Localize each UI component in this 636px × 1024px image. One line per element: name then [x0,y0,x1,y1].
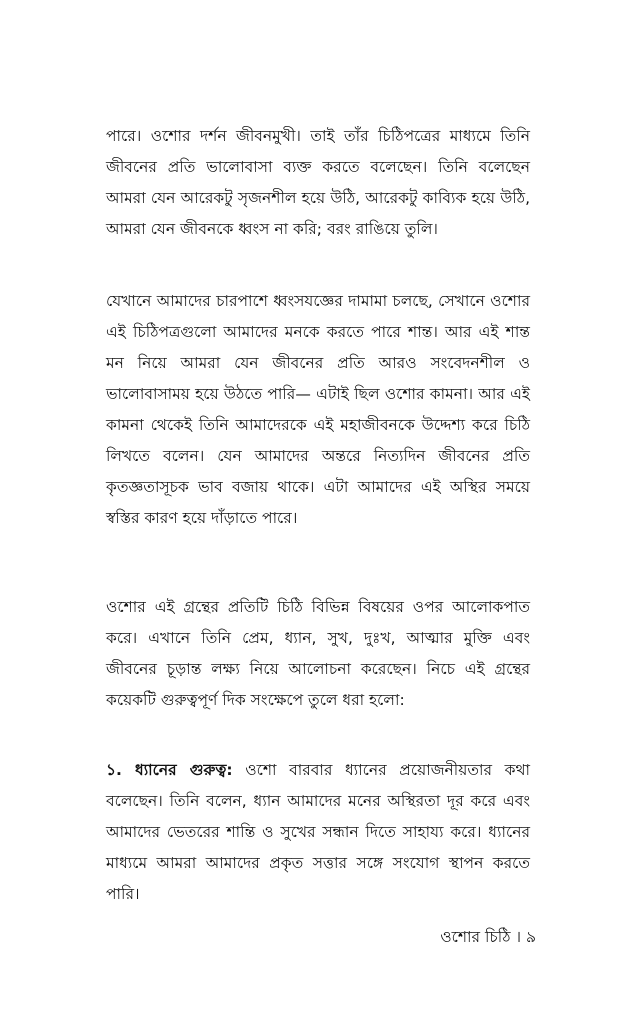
paragraph-2: যেখানে আমাদের চারপাশে ধ্বংসযজ্ঞের দামামা চলছে, সেখানে ওশোর এই চিঠিপত্রগুলো আমাদের মনকে করতে পারে শান্ত। আর এই শান্ত মন নিয়ে আমরা যেন জীবনের প্রতি আরও সংবেদনশীল ও ভালোবাসাময় হয়ে উঠতে পারি— এটাই ছিল ওশোর কামনা। আর এই কামনা থেকেই তিনি আমাদেরকে এই মহাজীবনকে উদ্দেশ্য করে চিঠি লিখতে বলেন। যেন আমাদের অন্তরে নিত্যদিন জীবনের প্রতি কৃতজ্ঞতাসূচক ভাব বজায় থাকে। এটা আমাদের এই অস্থির সময়ে স্বস্তির কারণ হয়ে দাঁড়াতে পারে। [106,292,530,527]
page-footer [440,925,536,949]
footer-separator: । [515,928,521,946]
point-body: ওশো বারবার ধ্যানের প্রয়োজনীয়তার কথা বলেছেন। তিনি বলেন, ধ্যান আমাদের মনের অস্থিরতা দূর করে এবং আমাদের ভেতরের শান্তি ও সুখের সন্ধান দিতে সাহায্য করে। ধ্যানের মাধ্যমে আমরা আমাদের প্রকৃত সত্তার সঙ্গে সংযোগ স্থাপন করতে পারি। [106,761,530,903]
point-heading: ১. ধ্যানের গুরুত্ব: [106,761,233,779]
running-title: ওশোর চিঠি [440,928,511,946]
paragraph-3: ওশোর এই গ্রন্থের প্রতিটি চিঠি বিভিন্ন বিষয়ের ওপর আলোকপাত করে। এখানে তিনি প্রেম, ধ্যান, সুখ, দুঃখ, আত্মার মুক্তি এবং জীবনের চূড়ান্ত লক্ষ্য নিয়ে আলোচনা করেছেন। নিচে এই গ্রন্থের কয়েকটি গুরুত্বপূর্ণ দিক সংক্ষেপে তুলে ধরা হলো: [106,598,530,709]
paragraph-1: পারে। ওশোর দর্শন জীবনমুখী। তাই তাঁর চিঠিপত্রের মাধ্যমে তিনি জীবনের প্রতি ভালোবাসা ব্যক্ত করতে বলেছেন। তিনি বলেছেন আমরা যেন আরেকটু সৃজনশীল হয়ে উঠি, আরেকটু কাব্যিক হয়ে উঠি, আমরা যেন জীবনকে ধ্বংস না করি; বরং রাঙিয়ে তুলি। [106,127,530,238]
point-meditation [106,755,530,910]
page-number: ৯ [525,928,536,946]
